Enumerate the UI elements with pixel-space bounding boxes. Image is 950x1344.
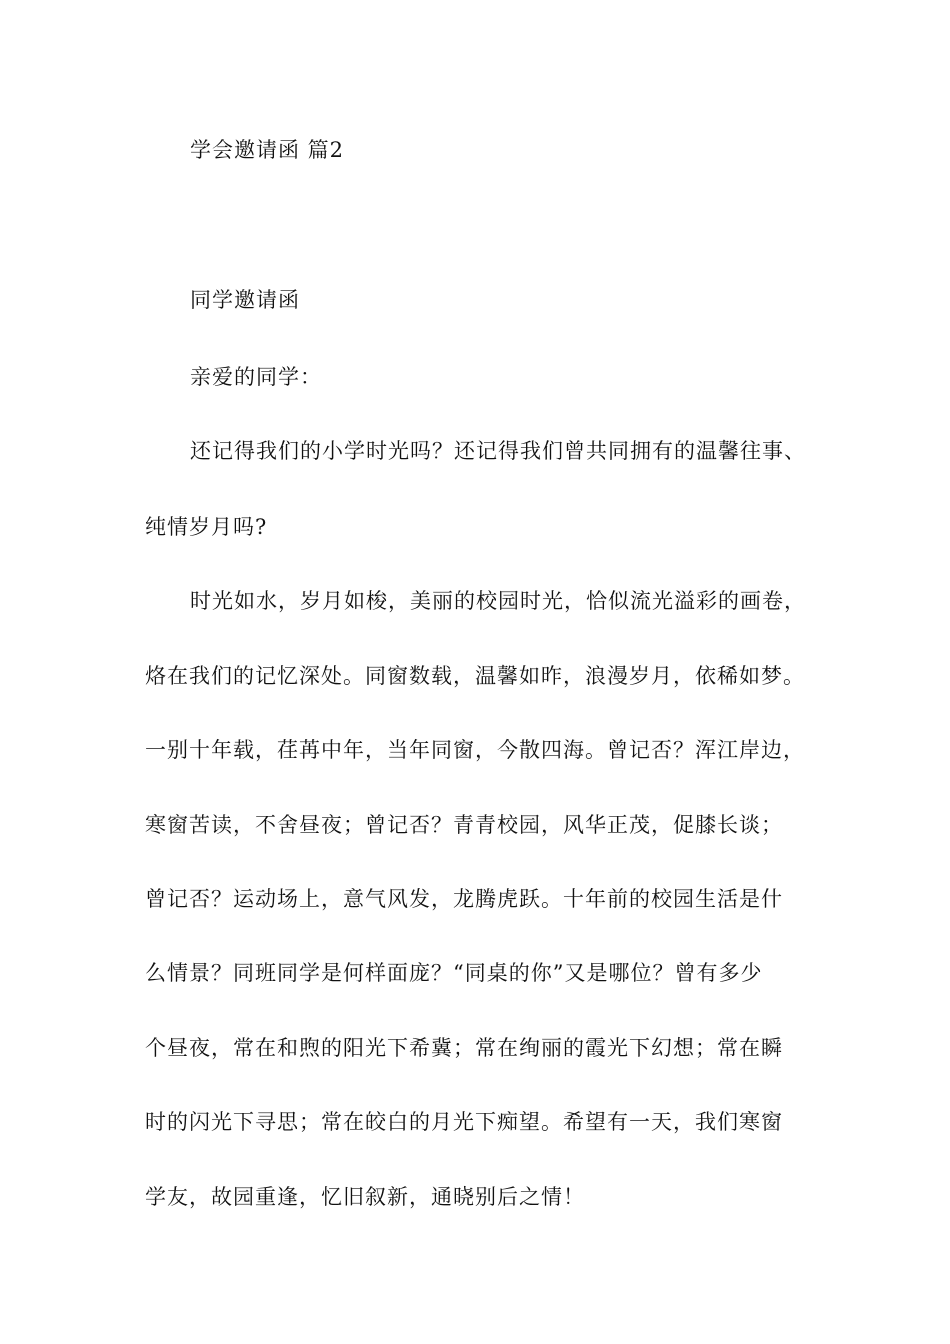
body-line: 么情景？同班同学是何样面庞？“同桌的你”又是哪位？曾有多少 (145, 961, 763, 985)
body-line: 一别十年载，荏苒中年，当年同窗，今散四海。曾记否？浑江岸边， (145, 738, 805, 762)
body-line: 个昼夜，常在和煦的阳光下希冀；常在绚丽的霞光下幻想；常在瞬 (145, 1036, 783, 1060)
letter-title: 同学邀请函 (190, 288, 300, 312)
body-line: 寒窗苦读，不舍昼夜；曾记否？青青校园，风华正茂，促膝长谈； (145, 813, 783, 837)
body-line: 纯情岁月吗? (145, 515, 268, 539)
body-line: 烙在我们的记忆深处。同窗数载，温馨如昨，浪漫岁月，依稀如梦。 (145, 664, 805, 688)
section-heading: 学会邀请函 篇2 (190, 138, 345, 162)
body-line: 时的闪光下寻思；常在皎白的月光下痴望。希望有一天，我们寒窗 (145, 1110, 783, 1134)
body-line: 还记得我们的小学时光吗？还记得我们曾共同拥有的温馨往事、 (190, 439, 806, 463)
salutation: 亲爱的同学： (190, 365, 322, 389)
body-line: 学友，故园重逢，忆旧叙新，通晓别后之情！ (145, 1185, 585, 1209)
body-line: 时光如水，岁月如梭，美丽的校园时光，恰似流光溢彩的画卷， (190, 589, 806, 613)
body-line: 曾记否？运动场上，意气风发，龙腾虎跃。十年前的校园生活是什 (145, 887, 783, 911)
